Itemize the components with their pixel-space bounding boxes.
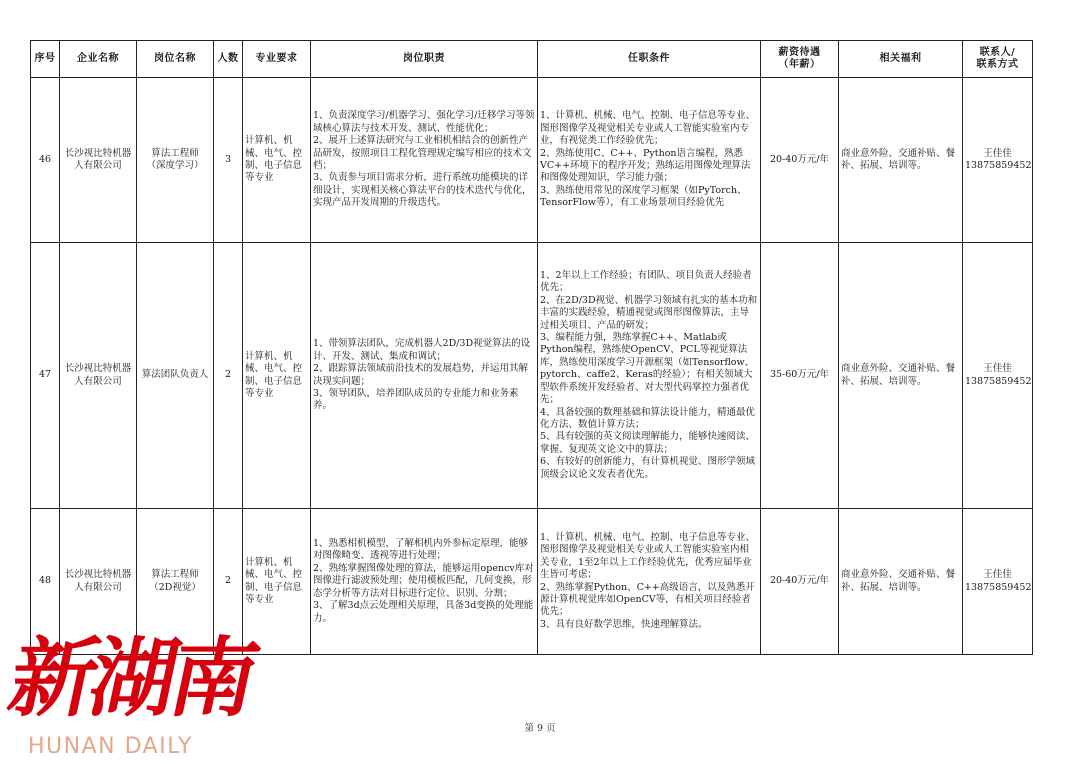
job-duties: 1、负责深度学习/机器学习、强化学习/迁移学习等领域核心算法与技术开发、测试、性能优化； 2、展开上述算法研究与工业相机相结合的创新性产品研发，按照项目工程化管理规定编写相应的技术文档； 3、负责参与项目需求分析，进行系统功能模块的详细设计，实现相关核心算法平台的技术迭代与优化，实现产品开发周期的升级迭代。 [311, 78, 538, 243]
header-requirements: 任职条件 [538, 41, 761, 78]
position-title: 算法团队负责人 [137, 243, 214, 509]
calligraphy-logo-icon [0, 600, 280, 730]
header-benefits: 相关福利 [839, 41, 963, 78]
contact: 王佳佳 13875859452 [963, 243, 1033, 509]
job-requirements: 1、计算机、机械、电气、控制、电子信息等专业、图形图像学及视觉相关专业或人工智能实验室内专业，有视觉类工作经验优先； 2、熟练使用C、C++、Python语言编程，熟悉VC++环境下的程序开发；熟练运用图像处理算法和图像处理知识，学习能力强； 3、熟练使用常见的深度学习框架（如PyTorch、TensorFlow等），有工业场景项目经验优先 [538, 78, 761, 243]
header-row [31, 41, 1033, 78]
position-title: 算法工程师 （2D视觉） [137, 509, 214, 655]
job-requirements: 1、2年以上工作经验；有团队、项目负责人经验者优先； 2、在2D/3D视觉、机器学习领域有扎实的基本功和丰富的实践经验，精通视觉或图形图像算法，主导过相关项目、产品的研发； 3、编程能力强，熟练掌握C++、Matlab或Python编程，熟练使OpenCV、PCL等视觉算法库，熟练使用深度学习开源框架（如Tensorflow、pytorch、caffe2、Keras的经验）；有相关领域大型软件系统开发经验者、对大型代码掌控力强者优先； 4、具备较强的数理基础和算法设计能力，精通最优化方法、数值计算方法； 5、具有较强的英文阅读理解能力，能够快速阅读、掌握、复现英文论文中的算法； 6、有较好的创新能力，有计算机视觉、图形学领域顶级会议论文发表者优先。 [538, 243, 761, 509]
row-number: 47 [31, 243, 60, 509]
contact: 王佳佳 13875859452 [963, 78, 1033, 243]
position-title: 算法工程师 （深度学习） [137, 78, 214, 243]
benefits: 商业意外险、交通补贴、餐补、拓展、培训等。 [839, 243, 963, 509]
table-row [31, 78, 1033, 243]
logo-english-text: HUNAN DAILY [28, 734, 193, 759]
major-requirements: 计算机、机械、电气、控制、电子信息等专业 [243, 78, 311, 243]
job-duties: 1、熟悉相机模型，了解相机内外参标定原理，能够对图像畸变、透视等进行处理； 2、熟练掌握图像处理的算法，能够运用opencv库对图像进行滤波预处理；使用模板匹配，几何变换，形态学分析等方法对目标进行定位、识别、分割； 3、了解3d点云处理相关原理，具备3d变换的处理能力。 [311, 509, 538, 655]
svg-text:新湖南: 新湖南 [0, 626, 263, 729]
header-company: 企业名称 [60, 41, 137, 78]
salary: 35-60万元/年 [761, 243, 839, 509]
hunan-daily-logo [0, 600, 300, 764]
header-count: 人数 [214, 41, 243, 78]
company-name: 长沙视比特机器人有限公司 [60, 78, 137, 243]
contact: 王佳佳 13875859452 [963, 509, 1033, 655]
job-duties: 1、带领算法团队，完成机器人2D/3D视觉算法的设计、开发、测试、集成和调试； 2、跟踪算法领域前沿技术的发展趋势，并运用其解决现实问题； 3、领导团队，培养团队成员的专业能力和业务素养。 [311, 243, 538, 509]
header-salary: 薪资待遇 （年薪） [761, 41, 839, 78]
salary: 20-40万元/年 [761, 78, 839, 243]
job-table [30, 40, 1033, 655]
benefits: 商业意外险、交通补贴、餐补、拓展、培训等。 [839, 509, 963, 655]
row-number: 48 [31, 509, 60, 655]
header-position: 岗位名称 [137, 41, 214, 78]
headcount: 2 [214, 509, 243, 655]
company-name: 长沙视比特机器人有限公司 [60, 509, 137, 655]
headcount: 2 [214, 243, 243, 509]
benefits: 商业意外险、交通补贴、餐补、拓展、培训等。 [839, 78, 963, 243]
job-listing-sheet [30, 40, 1033, 655]
header-major: 专业要求 [243, 41, 311, 78]
header-contact: 联系人/ 联系方式 [963, 41, 1033, 78]
header-no: 序号 [31, 41, 60, 78]
major-requirements: 计算机、机械、电气、控制、电子信息等专业 [243, 509, 311, 655]
salary: 20-40万元/年 [761, 509, 839, 655]
table-row [31, 243, 1033, 509]
job-requirements: 1、计算机、机械、电气、控制、电子信息等专业、图形图像学及视觉相关专业或人工智能实验室内相关专业，1至2年以上工作经验优先，优秀应届毕业生皆可考虑； 2、熟练掌握Python、C++高级语言，以及熟悉开源计算机视觉库如OpenCV等，有相关项目经验者优先； 3、具有良好数学思维，快速理解算法。 [538, 509, 761, 655]
major-requirements: 计算机、机械、电气、控制、电子信息等专业 [243, 243, 311, 509]
headcount: 3 [214, 78, 243, 243]
page-number: 第 9 页 [524, 723, 556, 734]
row-number: 46 [31, 78, 60, 243]
company-name: 长沙视比特机器人有限公司 [60, 243, 137, 509]
header-duties: 岗位职责 [311, 41, 538, 78]
